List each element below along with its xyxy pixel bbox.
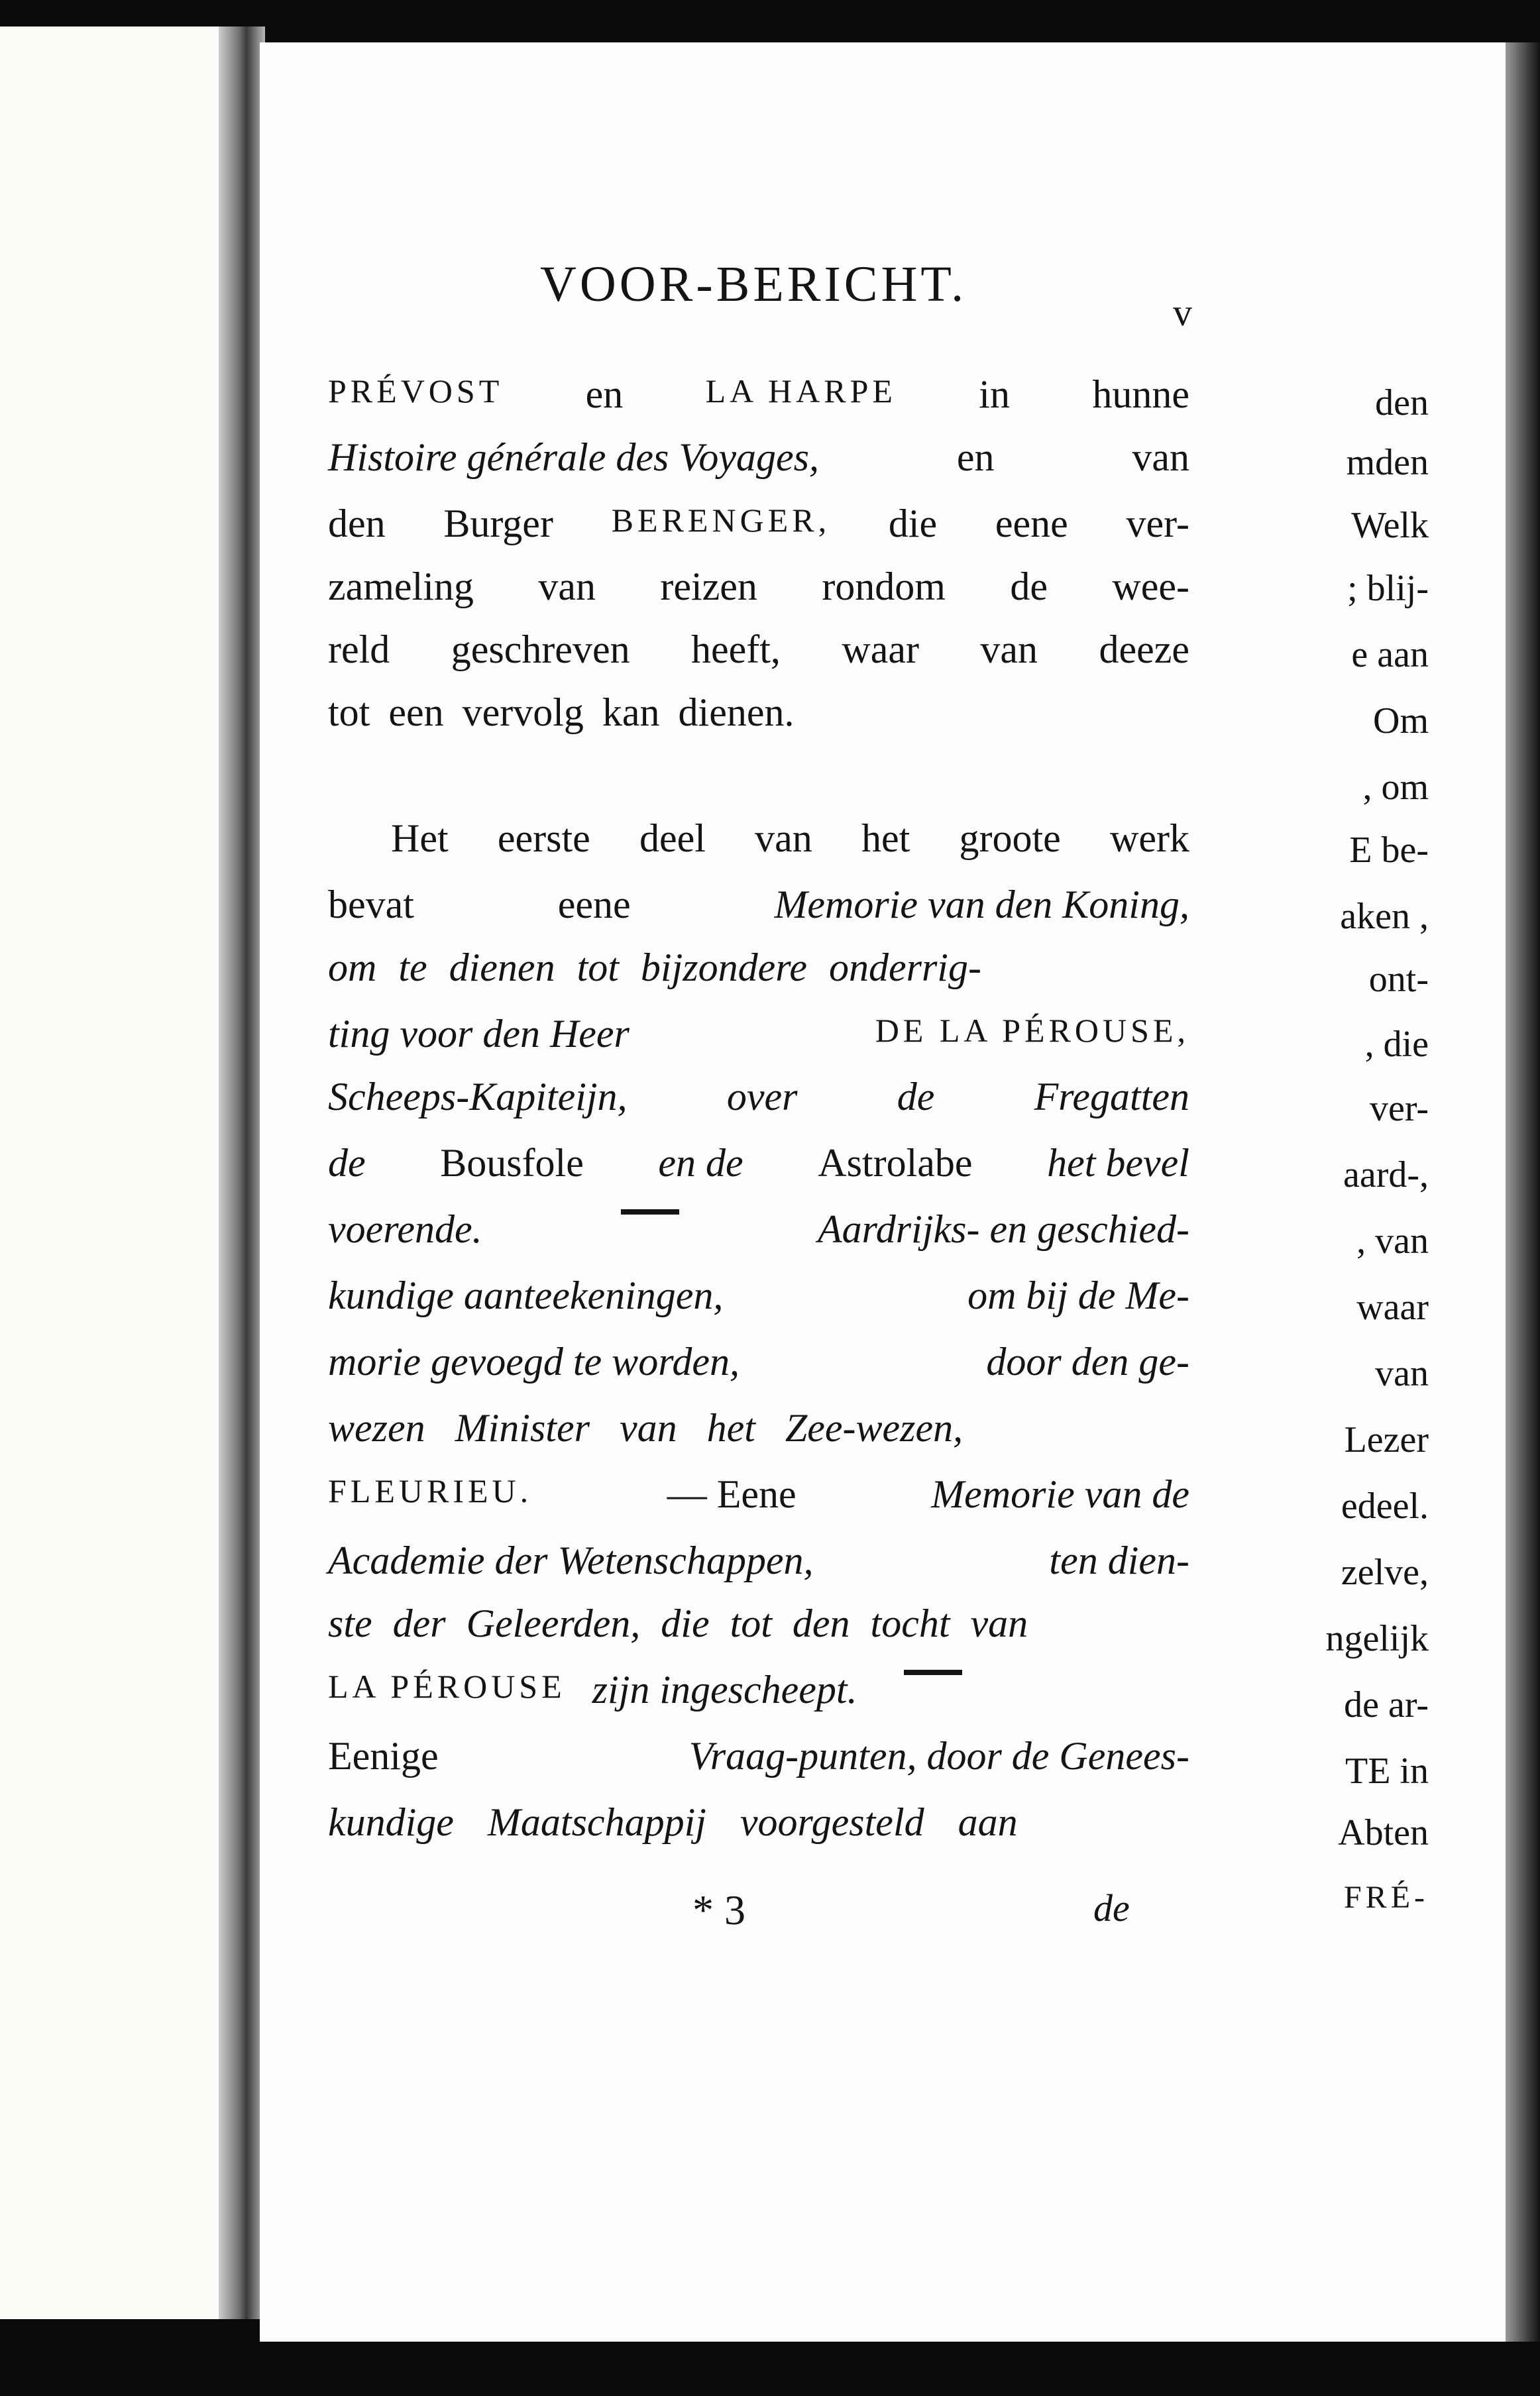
text-line: reld geschreven heeft, waar van deeze: [328, 627, 1189, 671]
text-line: bevat eene Memorie van den Koning,: [328, 883, 1189, 926]
text-line: Eenige Vraag-punten, door de Genees-: [328, 1734, 1189, 1778]
text-line: Scheeps-Kapiteijn, over de Fregatten: [328, 1075, 1189, 1118]
left-line: ont-: [1368, 959, 1429, 1000]
left-line: FRÉ-: [1343, 1880, 1429, 1915]
left-line: de ar-: [1344, 1684, 1429, 1725]
gutter-shadow: [219, 27, 265, 2319]
text-line: wezen Minister van het Zee-wezen,: [328, 1406, 963, 1450]
text-line: den Burger BERENGER, die eene ver-: [328, 502, 1189, 545]
left-line: Welk: [1351, 505, 1429, 546]
left-line: den: [1375, 382, 1429, 423]
left-line: zelve,: [1341, 1552, 1429, 1593]
em-dash-rule: [621, 1209, 679, 1215]
left-page: [0, 27, 236, 2319]
left-line: E be-: [1349, 830, 1429, 871]
text-line: voerende. Aardrijks- en geschied-: [328, 1207, 1189, 1251]
left-line: mden: [1346, 442, 1429, 483]
text-line: kundige Maatschappij voorgesteld aan: [328, 1800, 1018, 1844]
left-line: van: [1375, 1353, 1429, 1394]
text-line: de Bousfole en de Astrolabe het bevel: [328, 1141, 1189, 1185]
text-line: Academie der Wetenschappen, ten dien-: [328, 1539, 1189, 1582]
text-line: morie gevoegd te worden, door den ge-: [328, 1340, 1189, 1384]
left-line: , van: [1356, 1221, 1429, 1262]
left-line: , om: [1362, 767, 1429, 808]
left-line: TE in: [1345, 1751, 1429, 1792]
text-line: kundige aanteekeningen, om bij de Me-: [328, 1274, 1189, 1317]
left-line: aard-,: [1343, 1154, 1429, 1195]
text-line: Het eerste deel van het groote werk: [391, 816, 1189, 860]
left-line: ; blij-: [1347, 568, 1429, 609]
left-line: waar: [1356, 1287, 1429, 1328]
text-line: Histoire générale des Voyages, en van: [328, 435, 1189, 479]
left-line: Abten: [1338, 1812, 1429, 1853]
left-line: ver-: [1369, 1088, 1429, 1129]
text-line: tot een vervolg kan dienen.: [328, 690, 795, 734]
text-line: LA PÉROUSE zijn ingescheept.: [328, 1670, 1189, 1710]
left-line: Lezer: [1344, 1419, 1429, 1460]
page-edge-shadow: [1506, 42, 1540, 2342]
text-line: PRÉVOST en LA HARPE in hunne: [328, 372, 1189, 416]
page-number: v: [1173, 291, 1192, 334]
left-line: aken ,: [1340, 896, 1429, 937]
left-line: e aan: [1351, 634, 1429, 675]
em-dash-rule: [904, 1670, 962, 1675]
left-line: , die: [1364, 1024, 1429, 1065]
text-line: om te dienen tot bijzondere onderrig-: [328, 946, 981, 989]
left-line: Om: [1373, 700, 1429, 741]
left-line: ngelijk: [1325, 1618, 1429, 1659]
left-line: edeel.: [1341, 1486, 1429, 1527]
text-line: ting voor den Heer DE LA PÉROUSE,: [328, 1012, 1189, 1056]
catchword: de: [1093, 1886, 1130, 1930]
text-line: zameling van reizen rondom de wee-: [328, 565, 1189, 608]
text-line: ste der Geleerden, die tot den tocht van: [328, 1602, 1028, 1645]
text-line: FLEURIEU. — Eene Memorie van de: [328, 1472, 1189, 1516]
running-header: VOOR-BERICHT.: [540, 256, 967, 312]
signature-mark: * 3: [692, 1886, 745, 1933]
